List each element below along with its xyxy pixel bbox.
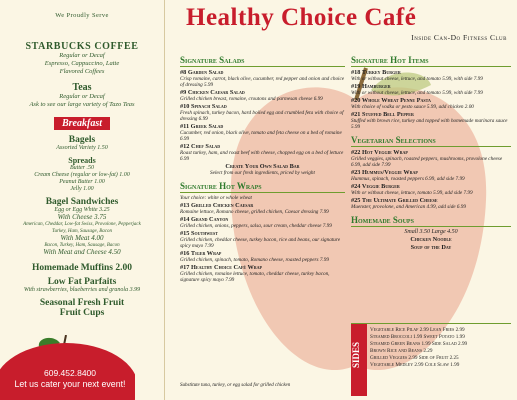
item-desc: Crisp romaine, carrot, black olive, cucumber, red pepper and onion and choice of dressing 5.99 [180, 76, 345, 88]
seasonal-heading: Seasonal Fresh Fruit [39, 298, 125, 308]
sides-label: SIDES [351, 324, 367, 396]
proudly-serve-label: We Proudly Serve [55, 12, 109, 19]
teas-line: Ask to see our large variety of Tazo Teas [29, 101, 135, 108]
item-desc: Romaine lettuce, Romano cheese, grilled chicken, Caesar dressing 7.99 [180, 209, 329, 215]
item-desc: With or without cheese, lettuce, and tomato 5.99, with side 7.99 [351, 90, 483, 96]
menu-item [351, 97, 511, 110]
page-subtitle: Inside Can-Do Fitness Club [411, 33, 507, 42]
main-menu [166, 0, 517, 400]
sides-list [370, 327, 510, 369]
item-desc: Grilled chicken, cheddar cheese, turkey bacon, rice and beans, our signature spicy mayo 7.99 [180, 237, 340, 249]
menu-item [180, 89, 345, 102]
starbucks-heading: STARBUCKS COFFEE [25, 41, 139, 52]
salads-heading: Signature Salads [180, 55, 345, 67]
coffee-line: Flavored Coffees [59, 68, 105, 75]
item-name: #8 Garden Salad [180, 69, 224, 76]
item-name: #22 Hot Veggie Wrap [351, 149, 408, 156]
coffee-line: Espresso, Cappuccino, Latte [44, 60, 120, 67]
menu-item [351, 69, 511, 82]
phone-number: 609.452.8400 [44, 368, 96, 378]
fruit-cups-heading: Fruit Cups [59, 308, 105, 318]
item-desc: Fresh spinach, turkey bacon, hard boiled egg and crumbled feta with choice of dressing 6.99 [180, 110, 344, 122]
spread-line: Cream Cheese (regular or low-fat) 1.00 [34, 172, 130, 178]
item-name: #15 Southwest [180, 230, 218, 237]
item-desc: With or without cheese, lettuce, tomato 5.99, add side 7.99 [351, 190, 473, 196]
menu-item [180, 264, 345, 283]
menu-item [180, 230, 345, 249]
item-name: #18 Turkey Burger [351, 69, 401, 76]
bagel-sandwich-line: Bacon, Turkey, Ham, Sausage, Bacon [44, 243, 120, 248]
vegetarian-heading: Vegetarian Selections [351, 135, 511, 147]
item-desc: Roast turkey, ham, and roast beef with cheese, chopped egg on a bed of lettuce 6.99 [180, 150, 344, 162]
side-line: Steamed Broccoli 1.99 Sweet Potato 1.99 [370, 334, 465, 340]
menu-item [351, 183, 511, 196]
item-desc: Grilled chicken breast, romaine, croutons and parmesan cheese 6.99 [180, 96, 323, 102]
side-line: Vegetable Medley 2.99 Cole Slaw 1.99 [370, 362, 460, 368]
wraps-heading: Signature Hot Wraps [180, 181, 345, 193]
soup-sizes: Small 3.50 Large 4.50 [404, 229, 458, 235]
menu-item [180, 69, 345, 88]
item-desc: Select from our fresh ingredients, priced by weight [210, 170, 315, 176]
bagel-sandwiches-heading: Bagel Sandwiches [45, 197, 119, 207]
side-line: Steamed Green Beans 1.99 Side Salad 2.99 [370, 341, 468, 347]
wraps-intro: Your choice: white or whole wheat [180, 195, 252, 201]
item-name: #20 Whole Wheat Penne Pasta [351, 97, 431, 104]
side-line: Brown Rice and Beans 2.29 [370, 348, 433, 354]
item-name: #19 Hamburger [351, 83, 391, 90]
item-name: #21 Stuffed Bell Pepper [351, 111, 414, 118]
item-name: #13 Grilled Chicken Caesar [180, 202, 254, 209]
muffins-heading: Homemade Muffins 2.00 [31, 263, 132, 273]
right-menu-column [351, 55, 511, 251]
menu-item [180, 143, 345, 162]
hot-items-heading: Signature Hot Items [351, 55, 511, 67]
item-name: #9 Chicken Caesar Salad [180, 89, 245, 96]
item-name: #23 Hummus/Veggie Wrap [351, 169, 418, 176]
menu-item [351, 169, 511, 182]
item-name: #25 The Ultimate Grilled Cheese [351, 197, 438, 204]
menu-item [180, 123, 345, 142]
bagels-line: Assorted Variety 1.50 [56, 145, 108, 151]
item-name: Create Your Own Salad Bar [225, 163, 300, 170]
menu-item [351, 197, 511, 210]
menu-item [351, 83, 511, 96]
spread-line: Jelly 1.00 [70, 186, 94, 192]
soups-heading: Homemade Soups [351, 215, 511, 227]
menu-item [180, 163, 345, 176]
item-desc: Grilled chicken, spinach, tomato, Romano cheese, roasted peppers 7.99 [180, 257, 329, 263]
page-title: Healthy Choice Café [186, 4, 417, 31]
menu-item [180, 202, 345, 215]
item-name: #14 Grand Canyon [180, 216, 229, 223]
item-name: #10 Spinach Salad [180, 103, 227, 110]
item-desc: Hummus, spinach, roasted peppers 6.99, add side 7.99 [351, 176, 465, 182]
item-name: #17 Healthy Choice Café Wrap [180, 264, 263, 271]
sides-section [351, 323, 511, 395]
menu-item [180, 216, 345, 229]
item-desc: Grilled chicken, onions, peppers, salsa, sour cream, cheddar cheese 7.99 [180, 223, 332, 229]
bagel-sandwich-line: American, Cheddar, Low-fat Swiss, Provolone, Pepperjack [23, 222, 141, 227]
bagel-sandwich-line: Egg or Egg White 3.25 [54, 207, 110, 213]
menu-item [351, 149, 511, 168]
spread-line: Butter .50 [70, 165, 94, 171]
item-desc: With choice of vodka or pesto sauce 5.99, add chicken 2.00 [351, 104, 474, 110]
spreads-heading: Spreads [68, 156, 96, 165]
spread-line: Peanut Butter 1.00 [59, 179, 105, 185]
item-desc: Grilled chicken, romaine lettuce, tomato, cheddar cheese, turkey bacon, signature spicy mayo 7.99 [180, 271, 330, 283]
bagel-sandwich-line: With Meat and Cheese 4.50 [43, 248, 121, 256]
item-desc: Grilled veggies, spinach, roasted peppers, mushrooms, provolone cheese 6.99, add side 7.99 [351, 156, 503, 168]
item-name: #12 Chef Salad [180, 143, 221, 150]
soup-chicken-noodle: Chicken Noodle [410, 236, 452, 243]
menu-item [180, 250, 345, 263]
item-name: #16 Tiger Wrap [180, 250, 222, 257]
item-name: #24 Veggie Burger [351, 183, 400, 190]
bagel-sandwich-line: With Meat 4.00 [60, 234, 104, 242]
bagel-sandwich-line: With Cheese 3.75 [57, 213, 107, 221]
parfaits-line: With strawberries, blueberries and granola 3.99 [23, 287, 141, 293]
teas-line: Regular or Decaf [59, 93, 105, 100]
wraps-note: Substitute tuna, turkey, or egg salad for grilled chicken [180, 383, 291, 388]
breakfast-banner: Breakfast [54, 117, 110, 130]
soup-of-the-day: Soup of the Day [410, 244, 452, 251]
item-desc: With or without cheese, lettuce, and tomato 5.99, with side 7.99 [351, 76, 483, 82]
item-name: #11 Greek Salad [180, 123, 224, 130]
left-panel [0, 0, 165, 400]
side-line: Grilled Veggies 2.99 Side of Fruit 2.25 [370, 355, 459, 361]
menu-item [180, 103, 345, 122]
item-desc: Muenster, provolone, and American 4.99, add side 6.99 [351, 204, 466, 210]
cater-tagline: Let us cater your next event! [14, 379, 126, 389]
teas-heading: Teas [72, 82, 92, 93]
parfaits-heading: Low Fat Parfaits [47, 277, 117, 287]
item-desc: Cucumber, red onion, black olive, tomato and feta cheese on a bed of romaine 6.99 [180, 130, 342, 142]
item-desc: Stuffed with brown rice, turkey and topped with homemade marinara sauce 5.99 [351, 118, 508, 130]
menu-item [351, 111, 511, 130]
coffee-line: Regular or Decaf [59, 52, 105, 59]
left-menu-column [180, 55, 345, 283]
bagels-heading: Bagels [68, 135, 96, 145]
side-line: Vegetable Rice Pilaf 2.99 Lean Fries 2.99 [370, 327, 465, 333]
bagel-sandwich-line: Turkey, Ham, Sausage, Bacon [52, 229, 112, 234]
